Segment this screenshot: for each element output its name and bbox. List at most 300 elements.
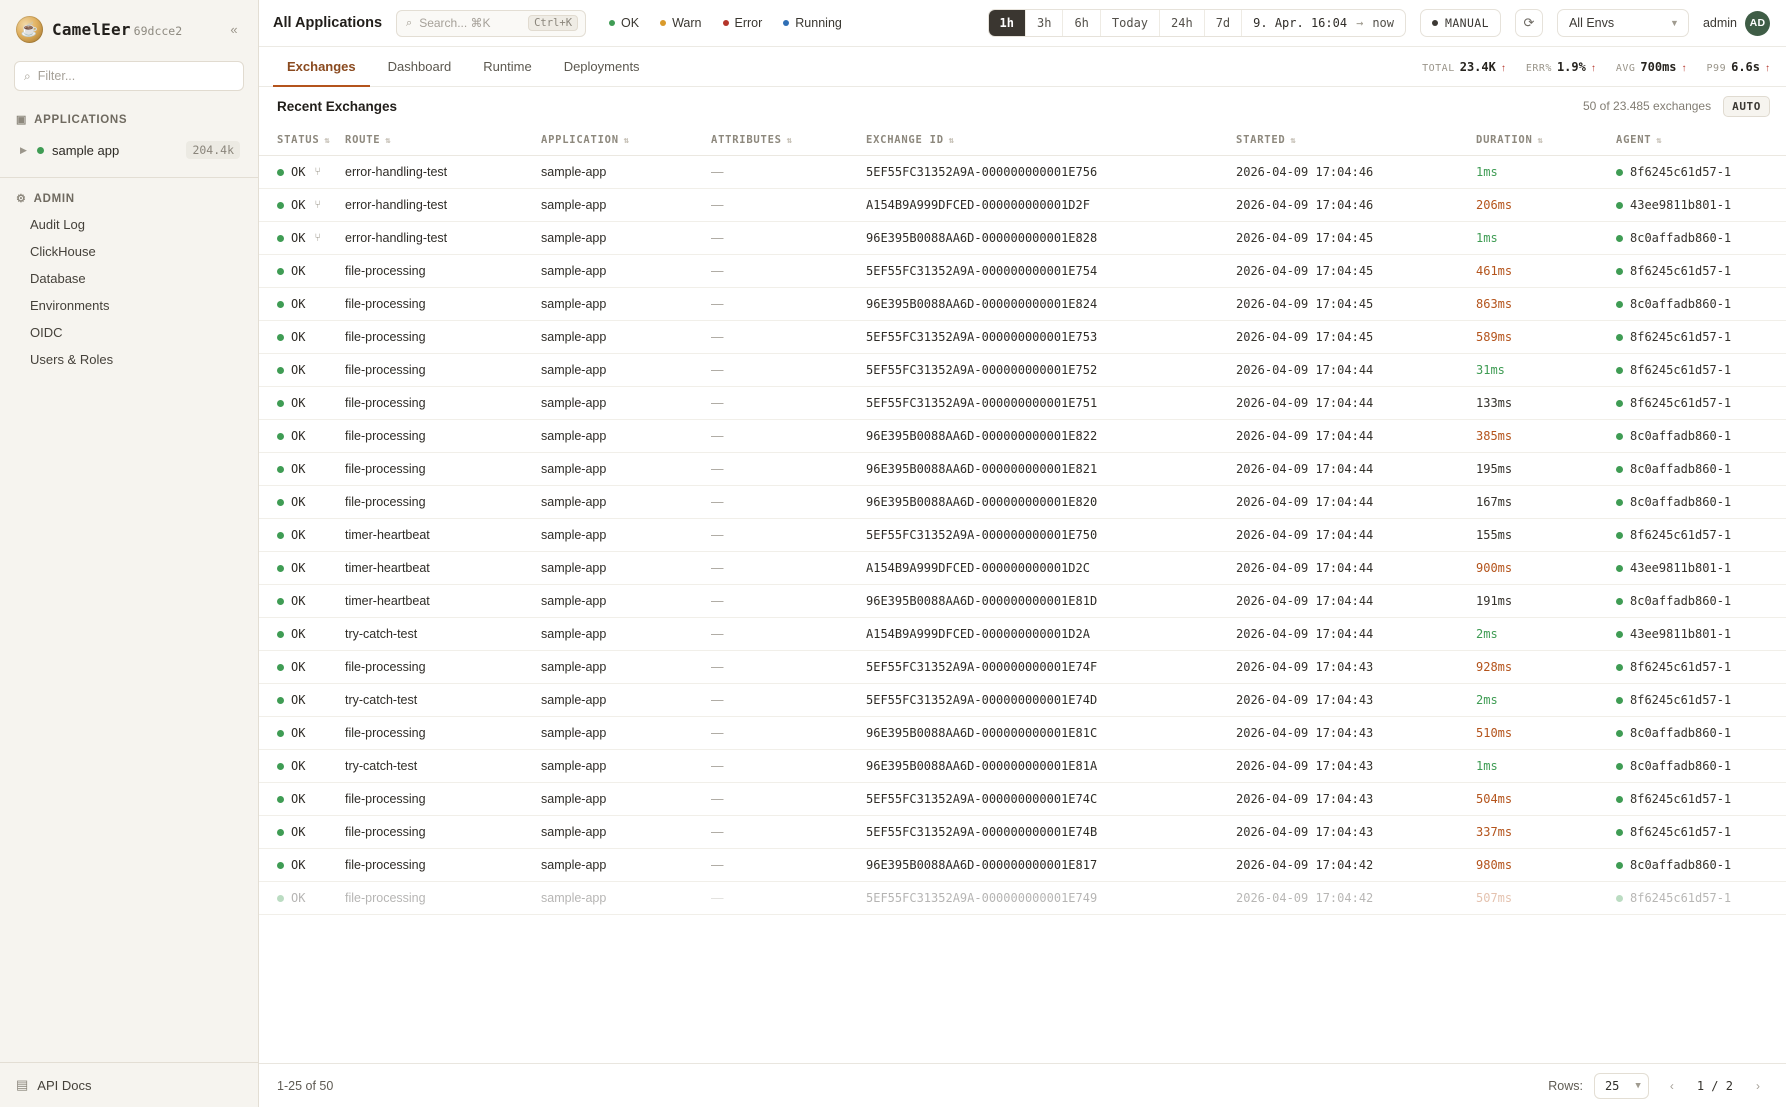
attributes-label: —	[711, 495, 724, 509]
cell-status	[259, 288, 345, 321]
cell-status	[259, 552, 345, 585]
agent-label: 8f6245c61d57-1	[1630, 891, 1732, 905]
column-header-started[interactable]	[1236, 125, 1476, 156]
cell-application	[541, 288, 711, 321]
sidebar-collapse-icon[interactable]: «	[230, 22, 238, 37]
topbar	[259, 0, 1786, 47]
cell-route	[345, 255, 541, 288]
status-label: OK	[291, 891, 306, 905]
filter-chip-warn[interactable]	[651, 12, 710, 34]
avatar: AD	[1745, 11, 1770, 36]
duration-label: 589ms	[1476, 330, 1513, 344]
table-row[interactable]	[259, 321, 1786, 354]
page-total: 2	[1725, 1078, 1733, 1093]
trend-up-icon: ↑	[1500, 62, 1506, 74]
app-logo-icon: ☕	[16, 16, 43, 43]
application-label: sample-app	[541, 594, 607, 608]
cell-agent	[1616, 420, 1786, 453]
route-label: file-processing	[345, 858, 426, 872]
filter-chip-error[interactable]	[714, 12, 772, 34]
cell-attributes	[711, 156, 866, 189]
sort-icon: ⇅	[786, 136, 793, 146]
status-filter-group	[600, 12, 851, 34]
table-row[interactable]	[259, 684, 1786, 717]
exchanges-table	[259, 125, 1786, 915]
attributes-label: —	[711, 264, 724, 278]
cell-attributes	[711, 849, 866, 882]
cell-status	[259, 387, 345, 420]
cell-started	[1236, 189, 1476, 222]
cell-duration	[1476, 717, 1616, 750]
route-label: file-processing	[345, 726, 426, 740]
cell-agent	[1616, 585, 1786, 618]
status-dot-icon	[277, 829, 284, 836]
status-label: OK	[291, 693, 306, 707]
table-row[interactable]	[259, 717, 1786, 750]
cell-route	[345, 453, 541, 486]
filter-chip-running[interactable]	[774, 12, 851, 34]
prev-page-button[interactable]: ‹	[1669, 1078, 1674, 1093]
cell-duration	[1476, 453, 1616, 486]
application-label: sample-app	[541, 891, 607, 905]
column-header-duration[interactable]	[1476, 125, 1616, 156]
status-dot-icon	[1616, 598, 1623, 605]
column-header-agent[interactable]	[1616, 125, 1786, 156]
exchange-id-label: 96E395B0088AA6D-000000000001E81D	[866, 594, 1098, 608]
column-header-exchange-id[interactable]	[866, 125, 1236, 156]
cell-route	[345, 816, 541, 849]
cell-attributes	[711, 222, 866, 255]
environment-select[interactable]	[1557, 9, 1689, 37]
sort-icon: ⇅	[1290, 136, 1297, 146]
cell-status	[259, 849, 345, 882]
table-row[interactable]	[259, 585, 1786, 618]
status-dot-icon	[1616, 301, 1623, 308]
attributes-label: —	[711, 726, 724, 740]
duration-label: 133ms	[1476, 396, 1513, 410]
started-label: 2026-04-09 17:04:44	[1236, 528, 1374, 542]
cell-attributes	[711, 255, 866, 288]
duration-label: 1ms	[1476, 759, 1498, 773]
search-icon: ⌕	[24, 68, 31, 83]
sort-icon: ⇅	[1656, 136, 1663, 146]
route-label: try-catch-test	[345, 759, 418, 773]
table-row[interactable]	[259, 420, 1786, 453]
kpi-error-rate-value: 1.9%	[1556, 59, 1586, 74]
status-dot-icon	[277, 334, 284, 341]
agent-label: 8c0affadb860-1	[1630, 858, 1732, 872]
agent-label: 8c0affadb860-1	[1630, 231, 1732, 245]
sidebar-item-oidc[interactable]: OIDC	[30, 325, 63, 340]
kpi-avg-label: AVG	[1615, 62, 1636, 74]
status-dot-icon	[277, 664, 284, 671]
sidebar-section-applications	[0, 107, 258, 132]
cell-attributes	[711, 684, 866, 717]
sidebar-section-admin-label: ADMIN	[33, 192, 75, 205]
route-label: timer-heartbeat	[345, 594, 430, 608]
duration-label: 863ms	[1476, 297, 1513, 311]
cell-duration	[1476, 618, 1616, 651]
route-label: file-processing	[345, 462, 426, 476]
rows-per-page-label: Rows:	[1548, 1078, 1583, 1093]
user-menu[interactable]	[1703, 11, 1770, 36]
cell-status	[259, 156, 345, 189]
attributes-label: —	[711, 891, 724, 905]
cell-duration	[1476, 255, 1616, 288]
sidebar-item-users-roles[interactable]: Users & Roles	[30, 352, 114, 367]
started-label: 2026-04-09 17:04:42	[1236, 858, 1374, 872]
table-row[interactable]	[259, 453, 1786, 486]
status-dot-icon	[1616, 697, 1623, 704]
exchange-id-label: 5EF55FC31352A9A-000000000001E750	[866, 528, 1098, 542]
cell-status	[259, 783, 345, 816]
brand-name: CamelEer	[52, 20, 131, 39]
status-dot-icon	[277, 202, 284, 209]
started-label: 2026-04-09 17:04:46	[1236, 198, 1374, 212]
record-dot-icon	[1432, 20, 1438, 26]
cell-application	[541, 486, 711, 519]
sidebar-item-database[interactable]: Database	[30, 271, 86, 286]
cell-started	[1236, 156, 1476, 189]
application-label: sample-app	[541, 759, 607, 773]
exchange-id-label: 96E395B0088AA6D-000000000001E824	[866, 297, 1098, 311]
cell-status	[259, 486, 345, 519]
status-dot-icon	[1616, 235, 1623, 242]
route-label: timer-heartbeat	[345, 528, 430, 542]
tabs-bar	[259, 47, 1786, 87]
table-header	[259, 125, 1786, 156]
time-range-selector	[988, 9, 1406, 37]
sidebar-section-admin	[0, 186, 258, 211]
started-label: 2026-04-09 17:04:43	[1236, 726, 1374, 740]
status-dot-icon	[1616, 499, 1623, 506]
application-label: sample-app	[541, 660, 607, 674]
cell-agent	[1616, 453, 1786, 486]
attributes-label: —	[711, 330, 724, 344]
time-range-today[interactable]: Today	[1101, 10, 1160, 36]
agent-label: 8f6245c61d57-1	[1630, 165, 1732, 179]
status-dot-icon	[277, 565, 284, 572]
application-label: sample-app	[541, 825, 607, 839]
table-row[interactable]	[259, 255, 1786, 288]
cell-agent	[1616, 651, 1786, 684]
page-separator: /	[1711, 1078, 1719, 1093]
status-label: OK	[291, 726, 306, 740]
column-header-attributes[interactable]	[711, 125, 866, 156]
exchange-id-label: 5EF55FC31352A9A-000000000001E751	[866, 396, 1098, 410]
status-dot-icon	[277, 433, 284, 440]
route-label: timer-heartbeat	[345, 561, 430, 575]
cell-status	[259, 255, 345, 288]
sort-icon: ⇅	[948, 136, 955, 146]
table-row[interactable]	[259, 618, 1786, 651]
cell-duration	[1476, 387, 1616, 420]
cell-route	[345, 684, 541, 717]
cell-duration	[1476, 321, 1616, 354]
table-row[interactable]	[259, 849, 1786, 882]
agent-label: 8f6245c61d57-1	[1630, 825, 1732, 839]
cell-duration	[1476, 684, 1616, 717]
filter-chip-error-label: Error	[734, 16, 763, 30]
cell-agent	[1616, 882, 1786, 915]
table-body	[259, 156, 1786, 915]
attributes-label: —	[711, 594, 724, 608]
cell-started	[1236, 849, 1476, 882]
duration-label: 337ms	[1476, 825, 1513, 839]
status-dot-icon	[1616, 334, 1623, 341]
column-header-exchange-id-label: EXCHANGE ID	[866, 134, 944, 146]
table-row[interactable]	[259, 354, 1786, 387]
cell-route	[345, 519, 541, 552]
sidebar-filter[interactable]	[14, 61, 244, 91]
status-dot-icon	[1616, 829, 1623, 836]
column-header-duration-label: DURATION	[1476, 134, 1533, 146]
cell-status	[259, 750, 345, 783]
kpi-group	[1422, 60, 1770, 74]
cell-route	[345, 288, 541, 321]
route-label: file-processing	[345, 660, 426, 674]
attributes-label: —	[711, 198, 724, 212]
cell-agent	[1616, 387, 1786, 420]
status-dot-icon	[277, 697, 284, 704]
application-label: sample-app	[541, 693, 607, 707]
table-row[interactable]	[259, 519, 1786, 552]
cell-started	[1236, 255, 1476, 288]
manual-refresh-label: MANUAL	[1445, 16, 1489, 30]
time-range-1h[interactable]: 1h	[989, 10, 1026, 36]
cell-agent	[1616, 519, 1786, 552]
cell-agent	[1616, 321, 1786, 354]
cell-status	[259, 519, 345, 552]
chevron-down-icon: ▼	[1670, 18, 1679, 28]
table-row[interactable]	[259, 288, 1786, 321]
duration-label: 167ms	[1476, 495, 1513, 509]
sidebar-item-environments[interactable]: Environments	[30, 298, 110, 313]
trend-up-icon: ↑	[1590, 62, 1596, 74]
cell-route	[345, 420, 541, 453]
next-page-button[interactable]: ›	[1756, 1078, 1760, 1093]
duration-label: 461ms	[1476, 264, 1513, 278]
status-dot-icon	[277, 466, 284, 473]
cell-attributes	[711, 750, 866, 783]
exchange-id-label: 96E395B0088AA6D-000000000001E822	[866, 429, 1098, 443]
cell-exchange-id	[866, 882, 1236, 915]
kpi-error-rate-label: ERR%	[1525, 62, 1552, 74]
cell-route	[345, 156, 541, 189]
application-label: sample-app	[541, 627, 607, 641]
cell-exchange-id	[866, 849, 1236, 882]
sidebar-section-applications-label: APPLICATIONS	[34, 113, 128, 126]
status-dot-icon	[277, 268, 284, 275]
tab-runtime[interactable]: Runtime	[483, 58, 532, 74]
manual-refresh-button[interactable]	[1420, 9, 1501, 37]
cell-route	[345, 387, 541, 420]
route-label: error-handling-test	[345, 231, 448, 245]
status-label: OK	[291, 561, 306, 575]
filter-chip-ok[interactable]	[600, 12, 648, 34]
application-label: sample-app	[541, 561, 607, 575]
cell-route	[345, 717, 541, 750]
exchange-id-label: 96E395B0088AA6D-000000000001E828	[866, 231, 1098, 245]
started-label: 2026-04-09 17:04:43	[1236, 660, 1374, 674]
status-dot-icon	[1616, 664, 1623, 671]
cell-duration	[1476, 849, 1616, 882]
refresh-icon[interactable]: ⟳	[1515, 9, 1543, 37]
exchange-id-label: 5EF55FC31352A9A-000000000001E74B	[866, 825, 1098, 839]
agent-label: 43ee9811b801-1	[1630, 198, 1732, 212]
filter-input[interactable]	[38, 69, 234, 83]
tab-dashboard[interactable]: Dashboard	[387, 58, 452, 74]
route-label: file-processing	[345, 429, 426, 443]
table-row[interactable]	[259, 651, 1786, 684]
cell-exchange-id	[866, 321, 1236, 354]
table-row[interactable]	[259, 189, 1786, 222]
rows-per-page-select[interactable]	[1594, 1073, 1649, 1099]
agent-label: 8f6245c61d57-1	[1630, 363, 1732, 377]
cell-duration	[1476, 519, 1616, 552]
time-range-7d[interactable]: 7d	[1205, 10, 1242, 36]
cell-attributes	[711, 486, 866, 519]
user-name: admin	[1702, 16, 1737, 30]
table-row[interactable]	[259, 783, 1786, 816]
attributes-label: —	[711, 792, 724, 806]
table-row[interactable]	[259, 222, 1786, 255]
cell-duration	[1476, 585, 1616, 618]
agent-label: 8f6245c61d57-1	[1630, 660, 1732, 674]
kpi-p99-value: 6.6s	[1731, 59, 1760, 74]
cell-status	[259, 585, 345, 618]
cell-duration	[1476, 288, 1616, 321]
status-dot-icon	[1616, 367, 1623, 374]
duration-label: 2ms	[1476, 627, 1498, 641]
route-label: file-processing	[345, 825, 426, 839]
exchange-id-label: A154B9A999DFCED-000000000001D2F	[866, 198, 1090, 212]
cell-application	[541, 222, 711, 255]
started-label: 2026-04-09 17:04:42	[1236, 891, 1374, 905]
cell-application	[541, 519, 711, 552]
kpi-avg	[1616, 60, 1687, 74]
status-dot-icon	[277, 532, 284, 539]
application-label: sample-app	[541, 858, 607, 872]
table-row[interactable]	[259, 750, 1786, 783]
route-label: file-processing	[345, 264, 426, 278]
column-header-route[interactable]	[345, 125, 541, 156]
time-range-24h[interactable]: 24h	[1160, 10, 1205, 36]
status-dot-icon	[1616, 532, 1623, 539]
duration-label: 1ms	[1476, 165, 1498, 179]
cube-icon: ▣	[16, 114, 28, 126]
status-dot-icon	[277, 862, 284, 869]
time-range-6h[interactable]: 6h	[1063, 10, 1100, 36]
cell-duration	[1476, 552, 1616, 585]
cell-attributes	[711, 288, 866, 321]
cell-exchange-id	[866, 288, 1236, 321]
status-label: OK	[291, 759, 306, 773]
sidebar-item-api-docs[interactable]	[0, 1062, 258, 1107]
tab-deployments[interactable]: Deployments	[563, 58, 640, 74]
time-range-custom[interactable]	[1242, 10, 1405, 36]
route-label: error-handling-test	[345, 165, 448, 179]
column-header-route-label: ROUTE	[345, 134, 381, 146]
status-label: OK	[291, 528, 306, 542]
cell-exchange-id	[866, 816, 1236, 849]
tab-exchanges[interactable]: Exchanges	[273, 48, 370, 87]
section-title: Recent Exchanges	[277, 98, 398, 114]
search-input[interactable]	[396, 10, 586, 37]
time-range-3h[interactable]: 3h	[1026, 10, 1063, 36]
cell-started	[1236, 486, 1476, 519]
filter-chip-warn-label: Warn	[672, 16, 702, 30]
attributes-label: —	[711, 429, 724, 443]
route-label: try-catch-test	[345, 627, 418, 641]
duration-label: 900ms	[1476, 561, 1513, 575]
cell-exchange-id	[866, 618, 1236, 651]
cell-application	[541, 882, 711, 915]
table-row[interactable]	[259, 156, 1786, 189]
cell-application	[541, 816, 711, 849]
cell-duration	[1476, 486, 1616, 519]
application-label: sample-app	[541, 528, 607, 542]
status-dot-icon	[783, 20, 789, 26]
cell-attributes	[711, 354, 866, 387]
time-range-to: now	[1372, 16, 1394, 30]
cell-agent	[1616, 717, 1786, 750]
agent-label: 43ee9811b801-1	[1630, 561, 1732, 575]
environment-select-value: All Envs	[1568, 16, 1615, 30]
cell-application	[541, 651, 711, 684]
cell-exchange-id	[866, 684, 1236, 717]
cell-agent	[1616, 750, 1786, 783]
route-label: file-processing	[345, 495, 426, 509]
cell-exchange-id	[866, 717, 1236, 750]
cell-route	[345, 354, 541, 387]
attributes-label: —	[711, 297, 724, 311]
gear-icon: ⚙	[16, 193, 27, 205]
table-row[interactable]	[259, 816, 1786, 849]
cell-status	[259, 882, 345, 915]
chevron-right-icon[interactable]: ▶	[20, 144, 27, 155]
sidebar-divider	[0, 177, 258, 178]
duration-label: 195ms	[1476, 462, 1513, 476]
duration-label: 1ms	[1476, 231, 1498, 245]
started-label: 2026-04-09 17:04:43	[1236, 825, 1374, 839]
started-label: 2026-04-09 17:04:45	[1236, 330, 1374, 344]
column-header-application[interactable]	[541, 125, 711, 156]
sidebar-item-sample-app[interactable]	[10, 135, 248, 165]
kpi-avg-value: 700ms	[1640, 59, 1677, 74]
cell-status	[259, 222, 345, 255]
cell-exchange-id	[866, 354, 1236, 387]
status-label: OK	[291, 594, 306, 608]
table-row[interactable]	[259, 882, 1786, 915]
sort-icon: ⇅	[1537, 136, 1544, 146]
table-row[interactable]	[259, 486, 1786, 519]
started-label: 2026-04-09 17:04:43	[1236, 792, 1374, 806]
application-label: sample-app	[541, 495, 607, 509]
cell-status	[259, 651, 345, 684]
started-label: 2026-04-09 17:04:43	[1236, 759, 1374, 773]
auto-refresh-badge[interactable]: AUTO	[1723, 96, 1770, 117]
cell-application	[541, 387, 711, 420]
table-row[interactable]	[259, 552, 1786, 585]
sidebar-item-audit-log[interactable]: Audit Log	[30, 217, 85, 232]
cell-exchange-id	[866, 552, 1236, 585]
column-header-started-label: STARTED	[1236, 134, 1286, 146]
started-label: 2026-04-09 17:04:45	[1236, 264, 1374, 278]
sidebar-item-clickhouse[interactable]: ClickHouse	[30, 244, 96, 259]
column-header-status[interactable]	[259, 125, 345, 156]
table-row[interactable]	[259, 387, 1786, 420]
